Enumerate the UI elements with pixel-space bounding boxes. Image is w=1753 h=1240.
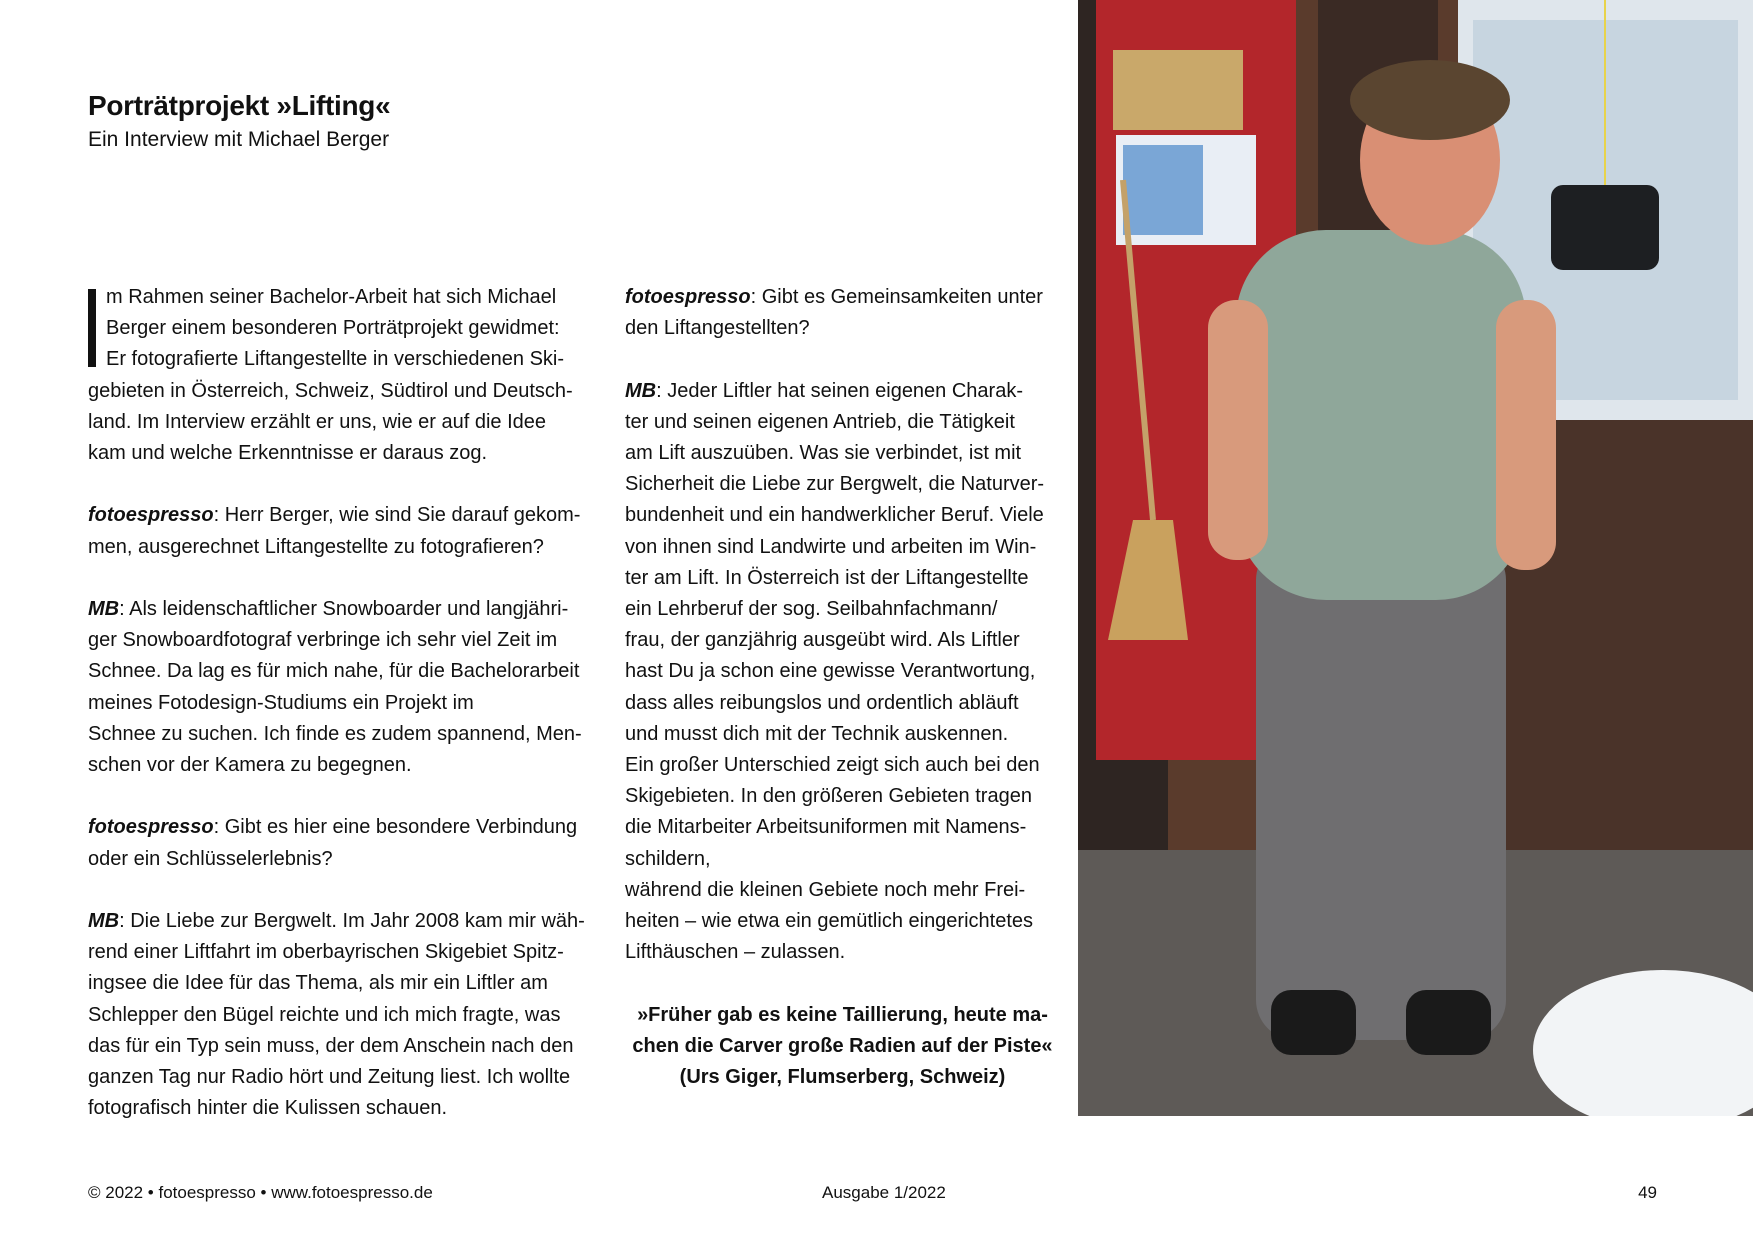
answer-paragraph — [88, 906, 588, 1124]
text-line: Lifthäuschen – zulassen. — [625, 941, 846, 964]
text-line: am Lift auszuüben. Was sie verbindet, ist mit — [625, 442, 1022, 464]
text-line: ganzen Tag nur Radio hört und Zeitung liest. Ich wollte — [88, 1066, 571, 1089]
text-line: fotografisch hinter die Kulissen schauen. — [88, 1097, 448, 1120]
speaker-label: MB — [88, 910, 120, 932]
corkboard — [1113, 50, 1243, 130]
intro-line: kam und welche Erkenntnisse er daraus zog. — [88, 442, 488, 465]
radio — [1551, 185, 1659, 270]
pull-quote — [625, 1000, 1060, 1094]
text-line: MB: Jeder Liftler hat seinen eigenen Charak- — [625, 379, 1023, 402]
text-line: Ein großer Unterschied zeigt sich auch bei den — [625, 754, 1040, 777]
text-line: Skigebieten. In den größeren Gebieten tragen — [625, 785, 1032, 808]
text-line: meines Fotodesign-Studiums ein Projekt im — [88, 691, 474, 714]
text-line: frau, der ganzjährig ausgeübt wird. Als Liftler — [625, 629, 1020, 652]
text-line: oder ein Schlüsselerlebnis? — [88, 847, 333, 870]
answer-paragraph — [88, 594, 588, 781]
speaker-label: fotoespresso — [625, 286, 751, 308]
text-line: ter und seinen eigenen Antrieb, die Tätigkeit — [625, 410, 1015, 433]
text-line: von ihnen sind Landwirte und arbeiten im Win- — [625, 535, 1037, 558]
trousers — [1256, 540, 1506, 1040]
text-line: dass alles reibungslos und ordentlich abläuft — [625, 691, 1019, 714]
text-line: men, ausgerechnet Liftangestellte zu fotografieren? — [88, 535, 544, 558]
intro-paragraph — [88, 282, 588, 469]
page-number: 49 — [1638, 1183, 1657, 1202]
text-column-left — [88, 282, 588, 1156]
portrait-illustration — [1078, 0, 1753, 1116]
text-line: fotoespresso: Herr Berger, wie sind Sie darauf gekom- — [88, 504, 581, 527]
footer-copyright: © 2022 • fotoespresso • www.fotoespresso.de — [88, 1183, 433, 1202]
text-line: schen vor der Kamera zu begegnen. — [88, 754, 412, 777]
intro-line: gebieten in Österreich, Schweiz, Südtirol und Deutsch- — [88, 379, 573, 402]
text-line: Schnee. Da lag es für mich nahe, für die Bachelorarbeit — [88, 660, 580, 683]
text-line: fotoespresso: Gibt es hier eine besondere Verbindung — [88, 816, 578, 839]
intro-line: Berger einem besonderen Porträtprojekt gewidmet: — [106, 317, 560, 340]
speaker-label: fotoespresso — [88, 504, 214, 527]
text-line: Sicherheit die Liebe zur Bergwelt, die Naturver- — [625, 473, 1045, 496]
text-line: während die kleinen Gebiete noch mehr Frei- — [625, 878, 1026, 901]
quote-line: »Früher gab es keine Taillierung, heute ma- — [637, 1003, 1048, 1026]
text-line: rend einer Liftfahrt im oberbayrischen Skigebiet Spitz- — [88, 941, 564, 964]
question-paragraph — [625, 282, 1060, 344]
text-line: schildern, — [625, 847, 711, 870]
text-line: bundenheit und ein handwerklicher Beruf. Viele — [625, 504, 1044, 527]
text-line: ter am Lift. In Österreich ist der Liftangestellte — [625, 566, 1029, 589]
text-line: ingsee die Idee für das Thema, als mir ein Liftler am — [88, 972, 548, 995]
text-line: hast Du ja schon eine gewisse Verantwortung, — [625, 660, 1036, 683]
text-line: Schlepper den Bügel reichte und ich mich fragte, was — [88, 1003, 561, 1026]
intro-line: Er fotografierte Liftangestellte in verschiedenen Ski- — [106, 348, 565, 371]
text-line: ein Lehrberuf der sog. Seilbahnfachmann/ — [625, 598, 998, 621]
text-line: MB: Als leidenschaftlicher Snowboarder und langjähri- — [88, 598, 569, 620]
text-line: das für ein Typ sein muss, der dem Anschein nach den — [88, 1034, 574, 1057]
text-line: und musst dich mit der Technik auskennen. — [625, 722, 1009, 745]
text-line: die Mitarbeiter Arbeitsuniformen mit Namens- — [625, 816, 1027, 839]
hair — [1350, 60, 1510, 140]
text-line: fotoespresso: Gibt es Gemeinsamkeiten unter — [625, 286, 1043, 308]
portrait-photo — [1078, 0, 1753, 1116]
article-title: Porträtprojekt »Lifting« — [88, 90, 391, 121]
quote-attribution: (Urs Giger, Flumserberg, Schweiz) — [679, 1066, 1006, 1089]
speaker-label: fotoespresso — [88, 816, 214, 839]
speaker-label: MB — [88, 598, 120, 620]
intro-line: m Rahmen seiner Bachelor-Arbeit hat sich Michael — [106, 286, 557, 308]
question-paragraph — [88, 500, 588, 562]
question-paragraph — [88, 812, 588, 874]
text-line: den Liftangestellten? — [625, 317, 810, 340]
text-line: MB: Die Liebe zur Bergwelt. Im Jahr 2008 kam mir wäh- — [88, 910, 585, 932]
quote-line: chen die Carver große Radien auf der Piste« — [632, 1034, 1053, 1057]
answer-paragraph — [625, 376, 1060, 969]
speaker-label: MB — [625, 379, 657, 402]
text-column-right — [625, 282, 1060, 1093]
text-line: Schnee zu suchen. Ich finde es zudem spannend, Men- — [88, 722, 582, 745]
intro-line: land. Im Interview erzählt er uns, wie er auf die Idee — [88, 410, 547, 433]
article-subtitle: Ein Interview mit Michael Berger — [88, 128, 390, 151]
text-line: ger Snowboardfotograf verbringe ich sehr viel Zeit im — [88, 629, 558, 652]
footer-issue: Ausgabe 1/2022 — [822, 1183, 946, 1202]
text-line: heiten – wie etwa ein gemütlich eingerichtetes — [625, 910, 1034, 933]
plaid-shirt — [1236, 230, 1526, 600]
